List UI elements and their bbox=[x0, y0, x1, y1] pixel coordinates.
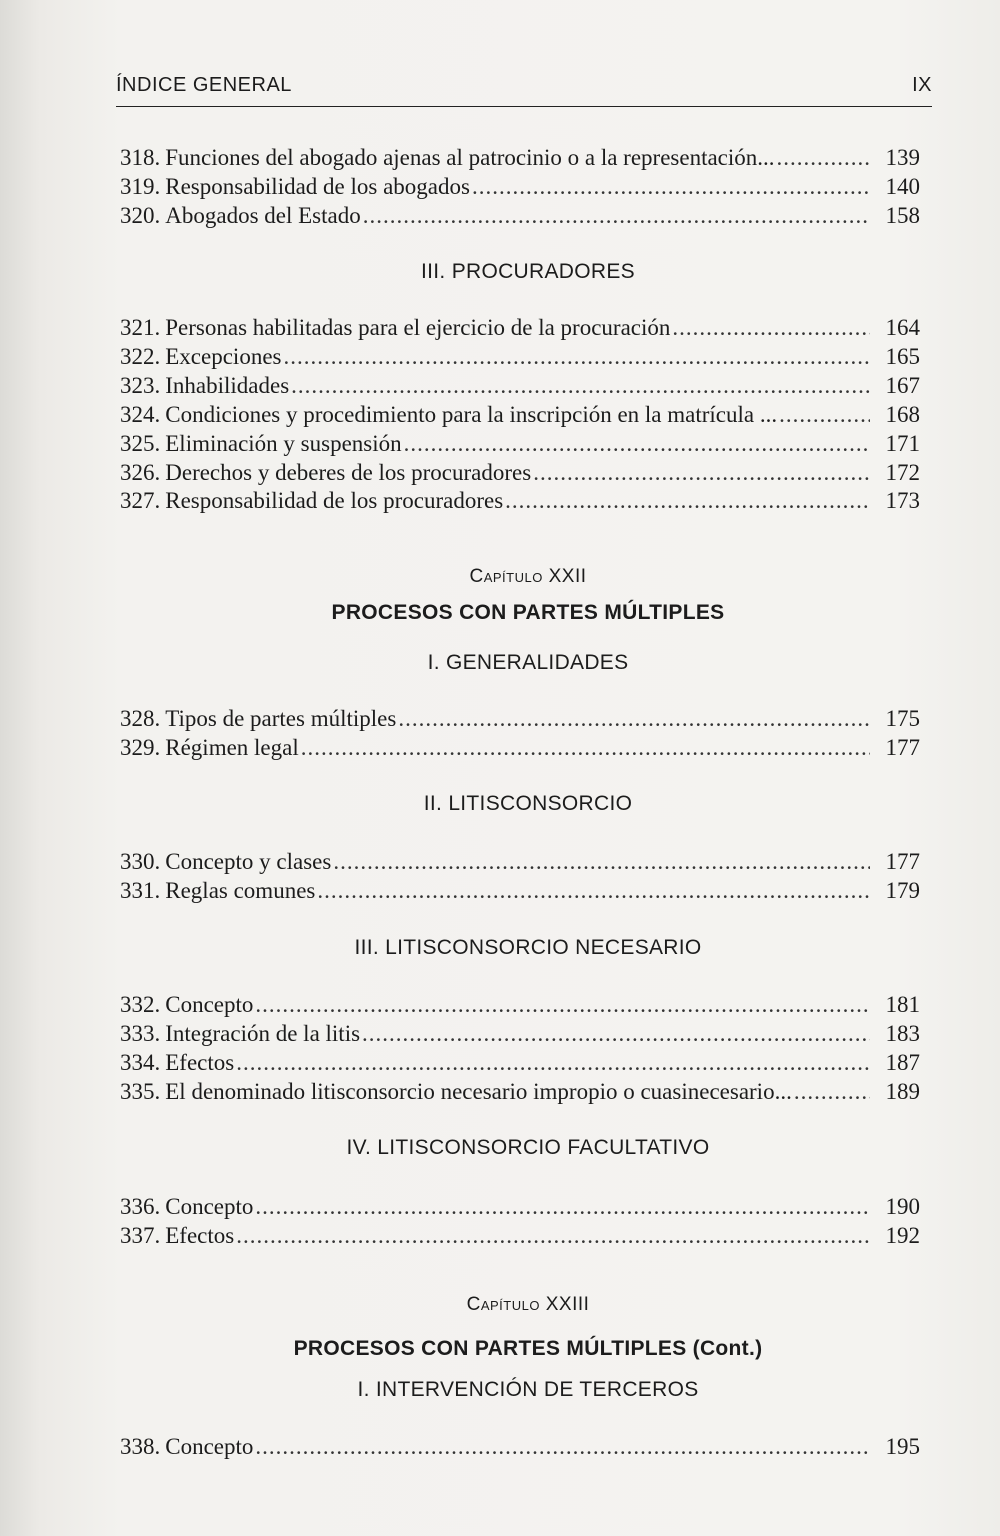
entry-number: 320. bbox=[120, 203, 161, 228]
entry-number: 334. bbox=[120, 1050, 161, 1075]
toc-entry bbox=[120, 990, 936, 1020]
header-rule bbox=[116, 106, 932, 107]
toc-entry bbox=[120, 201, 936, 231]
entry-title: Abogados del Estado bbox=[165, 203, 361, 228]
entry-number: 330. bbox=[120, 849, 161, 874]
dot-leader bbox=[779, 400, 870, 430]
entry-page: 195 bbox=[885, 1434, 920, 1459]
dot-leader bbox=[255, 1432, 870, 1462]
entry-title: Efectos bbox=[165, 1050, 235, 1075]
entry-title: Reglas comunes bbox=[165, 878, 316, 903]
entry-number: 329. bbox=[120, 735, 161, 760]
dot-leader bbox=[398, 704, 870, 734]
entry-number: 335. bbox=[120, 1079, 161, 1104]
entry-number: 321. bbox=[120, 315, 161, 340]
entry-number: 337. bbox=[120, 1223, 161, 1248]
entry-title: Personas habilitadas para el ejercicio de la procuración bbox=[165, 315, 671, 340]
dot-leader bbox=[301, 733, 870, 763]
chapter-label: Capítulo XXII bbox=[469, 566, 587, 587]
toc-entry bbox=[120, 458, 936, 488]
entry-title: Excepciones bbox=[165, 344, 282, 369]
entry-title: Régimen legal bbox=[165, 735, 299, 760]
toc-entry bbox=[120, 172, 936, 202]
entry-page: 158 bbox=[885, 203, 920, 228]
toc-entry bbox=[120, 733, 936, 763]
entry-number: 322. bbox=[120, 344, 161, 369]
section-heading: I. GENERALIDADES bbox=[427, 651, 629, 674]
entry-page: 177 bbox=[885, 849, 920, 874]
section-heading: III. LITISCONSORCIO NECESARIO bbox=[354, 936, 702, 959]
entry-page: 139 bbox=[885, 145, 920, 170]
entry-title: Responsabilidad de los procuradores bbox=[165, 488, 504, 513]
entry-title: Responsabilidad de los abogados bbox=[165, 174, 470, 199]
entry-page: 189 bbox=[885, 1079, 920, 1104]
entry-title: Concepto y clases bbox=[165, 849, 332, 874]
dot-leader bbox=[362, 1019, 870, 1049]
entry-page: 190 bbox=[885, 1194, 920, 1219]
entry-title: Eliminación y suspensión bbox=[165, 431, 402, 456]
entry-number: 324. bbox=[120, 402, 161, 427]
toc-entry bbox=[120, 486, 936, 516]
toc-entry bbox=[120, 342, 936, 372]
dot-leader bbox=[672, 313, 870, 343]
entry-page: 179 bbox=[885, 878, 920, 903]
header-page-number: IX bbox=[912, 74, 932, 96]
toc-entry bbox=[120, 876, 936, 906]
entry-page: 175 bbox=[885, 706, 920, 731]
entry-number: 328. bbox=[120, 706, 161, 731]
entry-title: Funciones del abogado ajenas al patrocinio o a la representación... bbox=[165, 145, 775, 170]
entry-title: Integración de la litis bbox=[165, 1021, 361, 1046]
entry-number: 338. bbox=[120, 1434, 161, 1459]
toc-entry bbox=[120, 704, 936, 734]
entry-page: 172 bbox=[885, 460, 920, 485]
entry-title: Condiciones y procedimiento para la inscripción en la matrícula ... bbox=[165, 402, 778, 427]
dot-leader bbox=[404, 429, 870, 459]
toc-entry bbox=[120, 1432, 936, 1462]
entry-number: 327. bbox=[120, 488, 161, 513]
dot-leader bbox=[333, 847, 870, 877]
dot-leader bbox=[317, 876, 870, 906]
dot-leader bbox=[472, 172, 870, 202]
toc-entry bbox=[120, 1019, 936, 1049]
chapter-label: Capítulo XXIII bbox=[466, 1294, 590, 1315]
entry-number: 331. bbox=[120, 878, 161, 903]
entry-page: 171 bbox=[885, 431, 920, 456]
dot-leader bbox=[283, 342, 870, 372]
dot-leader bbox=[505, 486, 870, 516]
dot-leader bbox=[777, 143, 870, 173]
entry-page: 183 bbox=[885, 1021, 920, 1046]
toc-entry bbox=[120, 1048, 936, 1078]
section-heading: II. LITISCONSORCIO bbox=[423, 792, 633, 815]
entry-number: 319. bbox=[120, 174, 161, 199]
entry-page: 173 bbox=[885, 488, 920, 513]
dot-leader bbox=[533, 458, 870, 488]
dot-leader bbox=[291, 371, 870, 401]
entry-title: Concepto bbox=[165, 992, 254, 1017]
entry-number: 326. bbox=[120, 460, 161, 485]
section-heading: IV. LITISCONSORCIO FACULTATIVO bbox=[346, 1136, 710, 1159]
running-header bbox=[116, 74, 932, 104]
toc-entry bbox=[120, 1077, 936, 1107]
entry-title: Inhabilidades bbox=[165, 373, 290, 398]
entry-page: 164 bbox=[885, 315, 920, 340]
entry-page: 187 bbox=[885, 1050, 920, 1075]
toc-entry bbox=[120, 847, 936, 877]
entry-title: Concepto bbox=[165, 1434, 254, 1459]
toc-entry bbox=[120, 313, 936, 343]
entry-page: 167 bbox=[885, 373, 920, 398]
dot-leader bbox=[255, 1192, 870, 1222]
entry-page: 177 bbox=[885, 735, 920, 760]
toc-entry bbox=[120, 429, 936, 459]
entry-number: 318. bbox=[120, 145, 161, 170]
entry-number: 332. bbox=[120, 992, 161, 1017]
entry-title: Efectos bbox=[165, 1223, 235, 1248]
toc-entry bbox=[120, 371, 936, 401]
toc-entry bbox=[120, 400, 936, 430]
toc-entry bbox=[120, 1192, 936, 1222]
toc-entry bbox=[120, 1221, 936, 1251]
entry-title: Tipos de partes múltiples bbox=[165, 706, 397, 731]
dot-leader bbox=[363, 201, 870, 231]
entry-page: 181 bbox=[885, 992, 920, 1017]
entry-number: 336. bbox=[120, 1194, 161, 1219]
entry-number: 323. bbox=[120, 373, 161, 398]
entry-page: 165 bbox=[885, 344, 920, 369]
entry-page: 192 bbox=[885, 1223, 920, 1248]
dot-leader bbox=[236, 1221, 870, 1251]
header-title: ÍNDICE GENERAL bbox=[116, 74, 292, 96]
entry-number: 325. bbox=[120, 431, 161, 456]
section-heading: III. PROCURADORES bbox=[421, 260, 635, 283]
entry-title: El denominado litisconsorcio necesario impropio o cuasinecesario... bbox=[165, 1079, 792, 1104]
entry-title: Concepto bbox=[165, 1194, 254, 1219]
chapter-title: PROCESOS CON PARTES MÚLTIPLES (Cont.) bbox=[293, 1337, 763, 1360]
section-heading: I. INTERVENCIÓN DE TERCEROS bbox=[357, 1378, 699, 1401]
chapter-title: PROCESOS CON PARTES MÚLTIPLES bbox=[331, 601, 725, 624]
entry-title: Derechos y deberes de los procuradores bbox=[165, 460, 532, 485]
entry-page: 140 bbox=[885, 174, 920, 199]
dot-leader bbox=[236, 1048, 870, 1078]
entry-number: 333. bbox=[120, 1021, 161, 1046]
toc-entry bbox=[120, 143, 936, 173]
entry-page: 168 bbox=[885, 402, 920, 427]
dot-leader bbox=[255, 990, 870, 1020]
dot-leader bbox=[794, 1077, 870, 1107]
